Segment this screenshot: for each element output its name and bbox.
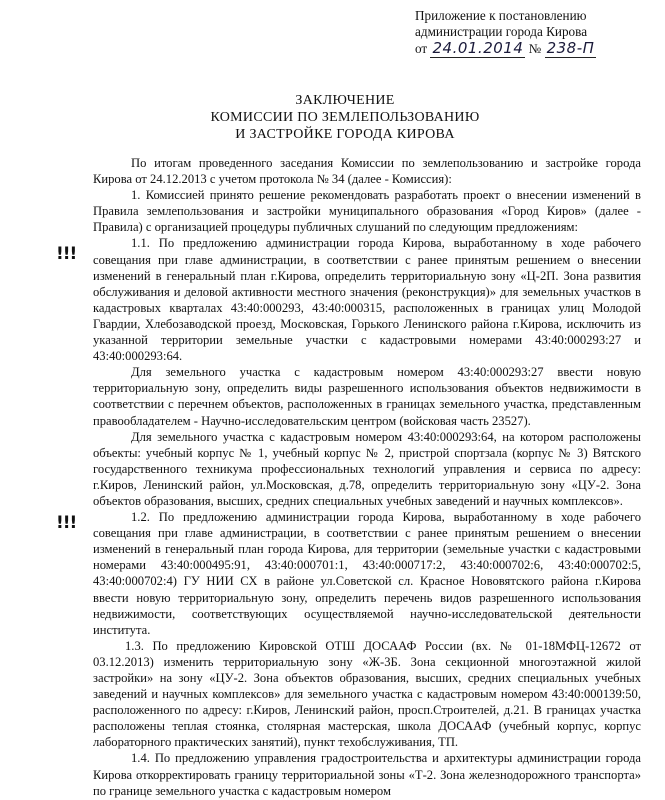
exclamation-mark-1: !!!: [56, 244, 77, 264]
paragraph-1-1: 1.1. По предложению администрации города Кирова, выработанному в ходе рабочего совещания при главе администрации, в соответствии с ранее принятым решением о внесении изменений в генеральный план г.Кирова, определить территориальную зону «Ц-2П. Зона развития обслуживания и деловой активности местного значения (реконструкция)» для земельных участков в кадастровых кварталах 43:40:000293, 43:40:000315, расположенных в границах улиц Молодой Гвардии, Хлебозаводской проезд, Московская, Горького Ленинского района г.Кирова, исключить из указанной территории земельные участки с кадастровыми номерами 43:40:000293:27 и 43:40:000293:64.: [93, 236, 641, 364]
paragraph-1-3: 1.3. По предложению Кировской ОТШ ДОСААФ России (вх. № 01-18МФЦ-12672 от 03.12.2013) изменить территориальную зону «Ж-3Б. Зона секционной многоэтажной жилой застройки» на зону «ЦУ-2. Зона объектов образования, высших, средних специальных учебных заведений и научных комплексов» для земельного участка с кадастровым номером 43:40:000139:50, расположенного по адресу: г.Киров, Ленинский район, просп.Строителей, д.21. В границах участка расположены теплая стоянка, столярная мастерская, школа ДОСААФ (учебный корпус, корпус лабораторного практических занятий), пункт техобслуживания, ТП.: [93, 638, 641, 750]
paragraph-1-1-b: Для земельного участка с кадастровым номером 43:40:000293:64, на котором расположены объекты: учебный корпус № 1, учебный корпус № 2, пристрой спортзала (корпус № 3) Вятского государственного техникума профессиональных технологий управления и сервиса по адресу: г.Киров, Ленинский район, ул.Московская, д.78, определить территориальную зону «ЦУ-2. Зона объектов образования, высших, средних специальных учебных заведений и научных комплексов».: [93, 429, 641, 508]
annex-number: 238-П: [546, 39, 595, 57]
annex-header: [415, 8, 660, 57]
annex-from-label: от: [415, 41, 428, 56]
document-body: [93, 155, 641, 799]
paragraph-1-2: 1.2. По предложению администрации города Кирова, выработанному в ходе рабочего совещания при главе администрации, в соответствии с ранее принятым решением о внесении изменений в генеральный план города Кирова, для территории (земельные участки с кадастровыми номерами 43:40:000495:91, 43:40:000701:1, 43:40:000717:2, 43:40:000702:6, 43:40:000702:5, 43:40:000702:4) ГУ НИИ СХ в районе ул.Советской сл. Красное Нововятского района г.Кирова ввести новую территориальную зону, определить перечень видов разрешенного использования недвижимости, соответствующих осуществляемой научно-исследовательской деятельности института.: [93, 510, 641, 637]
annex-line-2: администрации города Кирова: [415, 24, 588, 39]
paragraph-intro: По итогам проведенного заседания Комиссии по землепользованию и застройке города Кирова от 24.12.2013 с учетом протокола № 34 (далее - Комиссия):: [93, 156, 641, 187]
title-line-3: И ЗАСТРОЙКЕ ГОРОДА КИРОВА: [235, 127, 455, 142]
title-line-2: КОМИССИИ ПО ЗЕМЛЕПОЛЬЗОВАНИЮ: [210, 110, 480, 125]
annex-number-label: №: [528, 41, 542, 56]
annex-line-3: [415, 40, 660, 57]
paragraph-1: 1. Комиссией принято решение рекомендовать разработать проект о внесении изменений в Правила землепользования и застройки муниципального образования «Город Киров» (далее - Правила) с организацией процедуры публичных слушаний по следующим предложениям:: [93, 188, 641, 235]
paragraph-1-4: 1.4. По предложению управления градостроительства и архитектуры администрации города Кирова откорректировать границу территориальной зоны «Т-2. Зона железнодорожного транспорта» по границе земельного участка с кадастровым номером: [93, 751, 641, 798]
annex-date: 24.01.2014: [432, 39, 524, 57]
document-title: [200, 92, 490, 143]
exclamation-mark-2: !!!: [56, 513, 77, 533]
title-line-1: ЗАКЛЮЧЕНИЕ: [295, 93, 395, 108]
paragraph-1-1-a: Для земельного участка с кадастровым номером 43:40:000293:27 ввести новую территориальную зону, определить виды разрешенного использования объектов недвижимости в соответствии с перечнем объектов, расположенных в границах земельного участка, представленным правообладателем - Научно-исследовательским центром (войсковая часть 23527).: [93, 365, 641, 428]
annex-line-1: Приложение к постановлению: [415, 8, 587, 23]
